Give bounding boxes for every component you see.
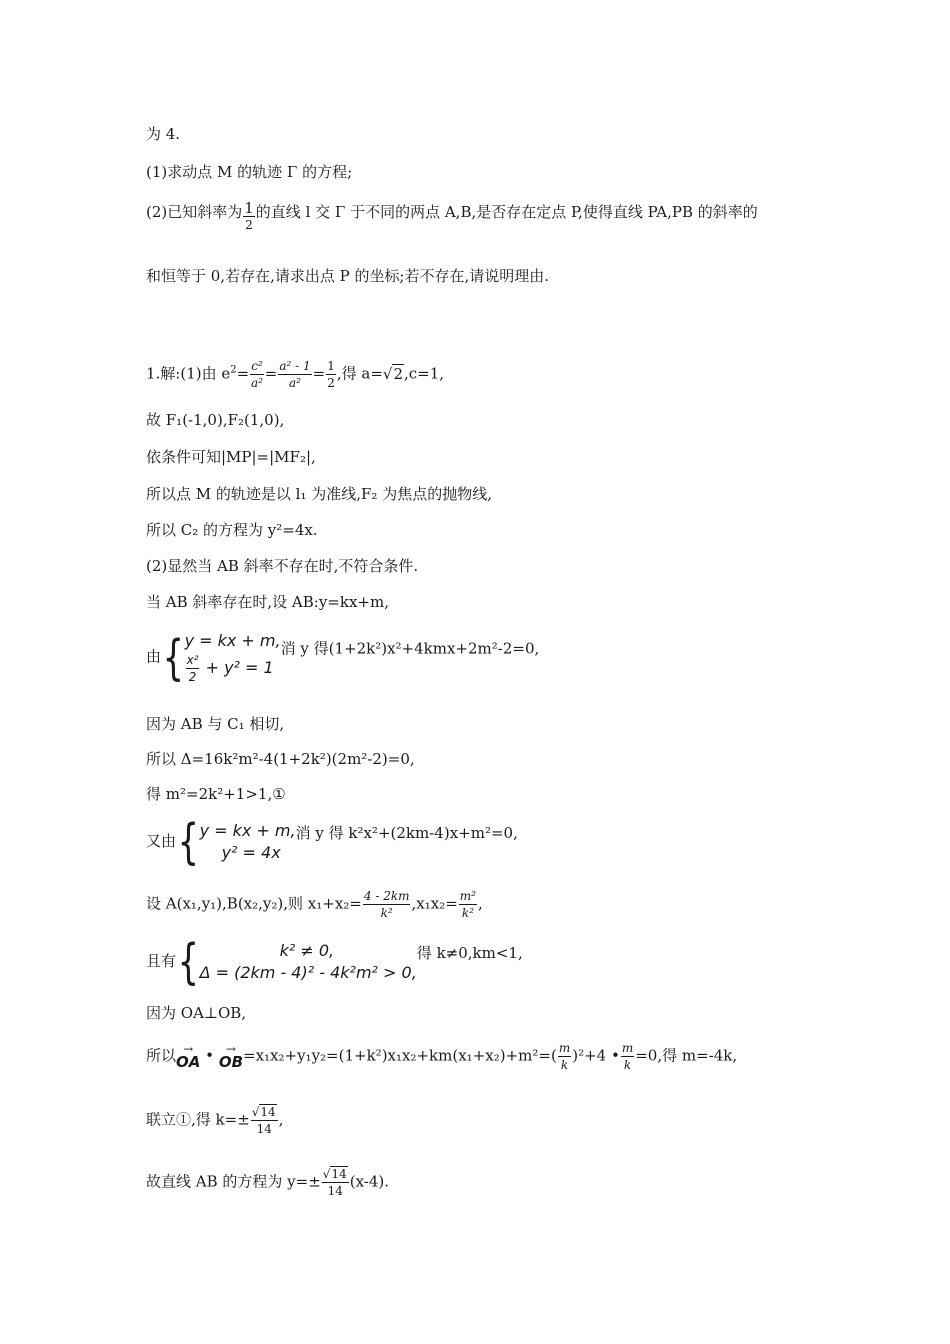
text: = xyxy=(236,364,250,383)
fraction xyxy=(326,358,336,391)
numerator: m xyxy=(558,1041,571,1055)
text: 消 y 得 k²x²+(2km-4)x+m²=0, xyxy=(295,824,518,842)
denominator: k² xyxy=(380,906,393,920)
numerator: c² xyxy=(251,359,263,373)
sqrt: √2 xyxy=(382,364,404,383)
denominator: 2 xyxy=(245,218,253,232)
text: 又由 xyxy=(146,832,177,850)
denominator: 14 xyxy=(327,1184,343,1198)
denominator: k xyxy=(560,1058,569,1072)
text: 的直线 l 交 Γ 于不同的两点 A,B,是否存在定点 P,使得直线 PA,PB 的斜率的 xyxy=(255,203,758,221)
numerator: m² xyxy=(459,889,476,903)
numerator: m xyxy=(621,1041,634,1055)
solution-line-16: 所以 → OA • → OB =x₁x₂+y₁y₂=(1+k²)x₁x₂+km(x₁+x₂)+m²=( $\frac{m}{k}$ )²+4 • $\frac{m}{k}$ =0,得 m=-4k, xyxy=(146,1041,738,1072)
numerator: √14 xyxy=(322,1167,347,1181)
text: 消 y 得(1+2k²)x²+4kmx+2m²-2=0, xyxy=(280,639,540,658)
text: 1.解:(1)由 e xyxy=(146,364,231,383)
solution-line-17 xyxy=(146,1104,283,1137)
denominator: a² xyxy=(251,376,263,390)
denominator: 2 xyxy=(327,376,335,390)
numerator: x² xyxy=(186,653,199,667)
text: 得 k≠0,km<1, xyxy=(416,944,523,962)
solution-line-12 xyxy=(146,814,518,870)
denominator: k² xyxy=(461,906,474,920)
text: ²+4 • xyxy=(578,1046,620,1065)
dot-operator: • xyxy=(205,1046,215,1065)
text: =x₁x₂+y₁y₂=(1+k²)x₁x₂+km(x₁+x₂)+m²= xyxy=(243,1046,551,1065)
fraction xyxy=(322,1166,349,1199)
text: , xyxy=(477,894,483,913)
text: ,c=1, xyxy=(404,364,445,383)
fraction xyxy=(243,200,255,233)
equation-system xyxy=(185,630,281,685)
equation: y = kx + m, xyxy=(184,631,281,650)
denominator: 2 xyxy=(188,670,197,684)
brace: { xyxy=(177,814,199,870)
solution-line-6: (2)显然当 AB 斜率不存在时,不符合条件. xyxy=(146,557,419,575)
radicand: 2 xyxy=(393,364,404,383)
equation: y = kx + m, xyxy=(199,821,296,840)
text: (2)已知斜率为 xyxy=(146,203,243,221)
equation: Δ = (2km - 4)² - 4k²m² > 0, xyxy=(199,963,417,982)
numerator: a² - 1 xyxy=(279,359,311,373)
vector-oa: → OA xyxy=(176,1041,201,1071)
fraction xyxy=(459,888,477,921)
text: ,x₁x₂= xyxy=(411,894,458,913)
equation xyxy=(185,652,281,685)
text: 所以 xyxy=(146,1046,177,1065)
solution-line-15: 因为 OA⊥OB, xyxy=(146,1004,247,1022)
fraction xyxy=(558,1040,571,1073)
solution-line-13 xyxy=(146,888,483,921)
text: 由 xyxy=(146,647,162,666)
text: 联立①,得 k=± xyxy=(146,1110,250,1129)
equation-system xyxy=(200,940,417,984)
denominator: k xyxy=(623,1058,632,1072)
brace: { xyxy=(177,934,199,990)
text: 且有 xyxy=(146,952,177,970)
text: + y² = 1 xyxy=(205,658,274,677)
brace: { xyxy=(162,629,184,686)
fraction xyxy=(278,358,311,391)
problem-line-2: (1)求动点 M 的轨迹 Γ 的方程; xyxy=(146,163,353,181)
problem-line-1: 为 4. xyxy=(146,125,181,143)
equation-system xyxy=(200,820,296,864)
fraction xyxy=(251,1104,278,1137)
text: 设 A(x₁,y₁),B(x₂,y₂),则 x₁+x₂= xyxy=(146,894,362,913)
numerator: √14 xyxy=(251,1105,276,1119)
text: (x-4). xyxy=(349,1172,389,1191)
solution-line-3: 依条件可知|MP|=|MF₂|, xyxy=(146,448,316,466)
numerator: 1 xyxy=(327,359,335,373)
fraction xyxy=(250,358,264,391)
solution-line-5: 所以 C₂ 的方程为 y²=4x. xyxy=(146,521,318,539)
problem-line-3 xyxy=(146,200,758,233)
text: = xyxy=(264,364,278,383)
numerator: 1 xyxy=(244,199,254,217)
text: ,得 a= xyxy=(336,364,383,383)
solution-line-1: 1.解:(1)由 $e^2=$ $\frac{\text{c²}}{\text{a²}}$ = $\frac{\text{a² - 1}}{\text{a²}}$ = $\frac{1}{2}$ ,得 a=√2,c=1, xyxy=(146,359,445,390)
denominator: a² xyxy=(288,376,301,390)
solution-line-18 xyxy=(146,1166,389,1199)
text: , xyxy=(278,1110,284,1129)
text: 故直线 AB 的方程为 y=± xyxy=(146,1172,321,1191)
text: = xyxy=(312,364,326,383)
solution-line-2: 故 F₁(-1,0),F₂(1,0), xyxy=(146,411,285,429)
fraction xyxy=(621,1040,634,1073)
solution-line-9: 因为 AB 与 C₁ 相切, xyxy=(146,715,285,733)
denominator: 14 xyxy=(256,1122,272,1136)
problem-line-4: 和恒等于 0,若存在,请求出点 P 的坐标;若不存在,请说明理由. xyxy=(146,267,550,285)
solution-line-4: 所以点 M 的轨迹是以 l₁ 为准线,F₂ 为焦点的抛物线, xyxy=(146,485,492,503)
numerator: 4 - 2km xyxy=(363,889,410,903)
equation: y² = 4x xyxy=(221,843,281,862)
vector-ob: → OB xyxy=(218,1041,243,1071)
solution-line-10: 所以 Δ=16k²m²-4(1+2k²)(2m²-2)=0, xyxy=(146,750,415,768)
text: =0,得 m=-4k, xyxy=(635,1046,738,1065)
solution-line-14 xyxy=(146,934,523,990)
fraction xyxy=(363,888,411,921)
solution-line-8 xyxy=(146,630,539,685)
equation: k² ≠ 0, xyxy=(279,941,335,960)
solution-line-11: 得 m²=2k²+1>1,① xyxy=(146,785,286,803)
solution-line-7: 当 AB 斜率存在时,设 AB:y=kx+m, xyxy=(146,593,389,611)
